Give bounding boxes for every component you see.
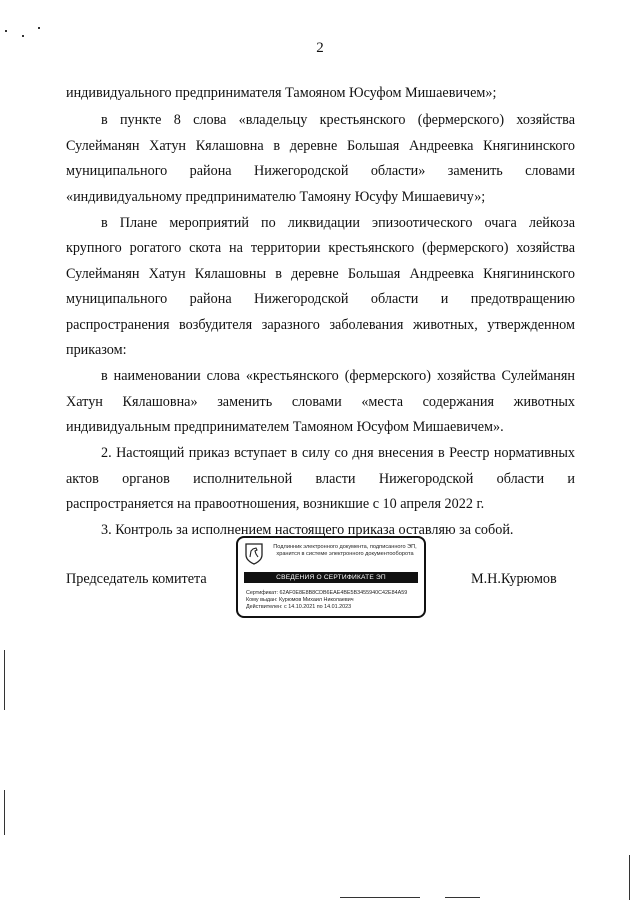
- text-line: Сулейманян Хатун Кялашовны в деревне Большая Андреевка Княгининского: [66, 266, 575, 282]
- text-line: Сулейманян Хатун Кялашовна в деревне Большая Андреевка Княгининского: [66, 138, 575, 154]
- scan-mark: [38, 27, 40, 29]
- electronic-signature-stamp: [236, 536, 426, 618]
- page-number: 2: [316, 40, 324, 56]
- text-line: муниципального района Нижегородской области» заменить словами: [66, 163, 575, 179]
- text-line: актов органов исполнительной власти Нижегородской области и: [66, 471, 575, 487]
- text-line: приказом:: [66, 342, 127, 358]
- text-line: распространяется на правоотношения, возникшие с 10 апреля 2022 г.: [66, 496, 485, 512]
- scan-mark: [340, 897, 420, 898]
- text-line: распространения возбудителя заразного заболевания животных, утвержденном: [66, 317, 575, 333]
- scan-mark: [4, 650, 5, 710]
- stamp-validity: Действителен: с 14.10.2021 по 14.01.2023: [246, 604, 352, 610]
- text-line: 3. Контроль за исполнением настоящего приказа оставляю за собой.: [101, 522, 514, 538]
- text-line: «индивидуальному предпринимателю Тамояну Юсуфу Мишаевичу»;: [66, 189, 486, 205]
- coat-of-arms-icon: [244, 542, 264, 566]
- stamp-title-bar: СВЕДЕНИЯ О СЕРТИФИКАТЕ ЭП: [244, 572, 418, 583]
- text-line: индивидуального предпринимателя Тамояном Юсуфом Мишаевичем»;: [66, 85, 497, 101]
- text-line: муниципального района Нижегородской области и предотвращению: [66, 291, 575, 307]
- stamp-certificate: Сертификат: 62AF0E8E8B8CDB6EAE4BE5B3455940C42E84A59: [246, 590, 408, 596]
- text-line: в наименовании слова «крестьянского (фермерского) хозяйства Сулейманян: [101, 368, 575, 384]
- signatory-name: М.Н.Курюмов: [471, 571, 557, 587]
- text-line: Хатун Кялашовна» заменить словами «места содержания животных: [66, 394, 575, 410]
- scan-mark: [5, 30, 7, 32]
- text-line: индивидуальным предпринимателем Тамояном Юсуфом Мишаевичем».: [66, 419, 504, 435]
- scan-mark: [445, 897, 480, 898]
- stamp-header-line: хранится в системе электронного документооборота: [276, 551, 414, 557]
- stamp-issued-to: Кому выдан: Курюмов Михаил Николаевич: [246, 597, 354, 603]
- scan-mark: [4, 790, 5, 835]
- stamp-header-line: Подлинник электронного документа, подписанного ЭП,: [273, 544, 417, 550]
- text-line: в Плане мероприятий по ликвидации эпизоотического очага лейкоза: [101, 215, 575, 231]
- text-line: крупного рогатого скота на территории крестьянского (фермерского) хозяйства: [66, 240, 575, 256]
- scan-mark: [629, 855, 630, 900]
- scan-mark: [22, 35, 24, 37]
- text-line: в пункте 8 слова «владельцу крестьянского (фермерского) хозяйства: [101, 112, 575, 128]
- stamp-header: [268, 544, 422, 558]
- signatory-position: Председатель комитета: [66, 571, 207, 587]
- text-line: 2. Настоящий приказ вступает в силу со дня внесения в Реестр нормативных: [101, 445, 575, 461]
